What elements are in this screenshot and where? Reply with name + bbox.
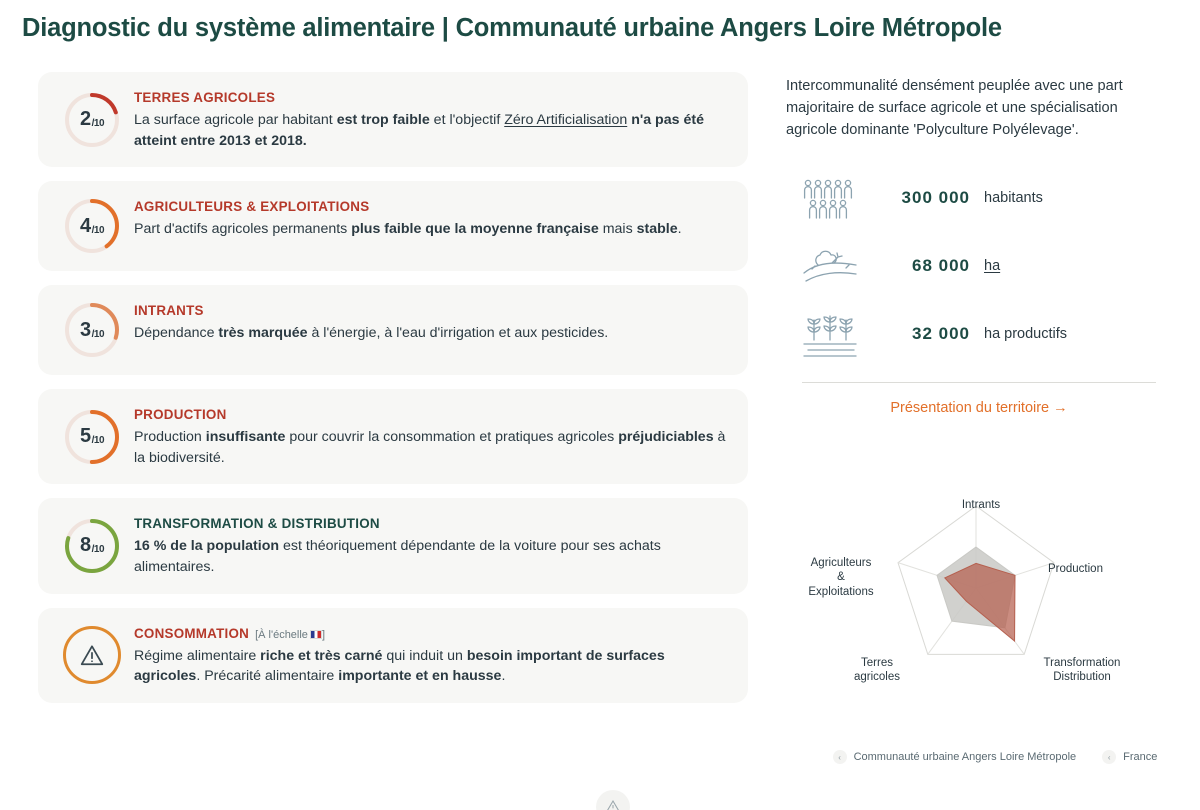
field-icon <box>786 243 874 289</box>
stat-row <box>786 300 1172 368</box>
legend-item[interactable] <box>1102 750 1157 764</box>
indicator-card-text: 16 % de la population est théoriquement dépendante de la voiture pour ses achats alimentaires. <box>134 538 661 575</box>
score-gauge-wrap <box>56 517 128 575</box>
indicator-card-text: Dépendance très marquée à l'énergie, à l'eau d'irrigation et aux pesticides. <box>134 325 609 342</box>
radar-axis-label: Terres agricoles <box>853 657 901 684</box>
radar-axis-label: Production <box>1048 563 1103 575</box>
legend-marker-icon: ‹ <box>1102 750 1116 764</box>
stat-row <box>786 164 1172 232</box>
stat-row <box>786 232 1172 300</box>
indicator-card-body <box>128 197 730 240</box>
territory-intro: Intercommunalité densément peuplée avec une part majoritaire de surface agricole et une spécialisation agricole dominante 'Polyculture Polyélevage'. <box>786 78 1123 138</box>
score-gauge-wrap <box>56 626 128 684</box>
stat-label: habitants <box>984 189 1043 206</box>
page-title: Diagnostic du système alimentaire | Communauté urbaine Angers Loire Métropole <box>22 14 1002 42</box>
indicator-card-title: INTRANTS <box>134 303 204 319</box>
score-gauge <box>63 301 121 359</box>
legend-label: Communauté urbaine Angers Loire Métropole <box>853 751 1077 763</box>
indicator-card <box>38 608 748 703</box>
crops-icon <box>786 310 874 358</box>
indicator-card-title: PRODUCTION <box>134 407 227 423</box>
indicator-card <box>38 498 748 593</box>
radar-axis-label: Agriculteurs & Exploitations <box>808 557 874 598</box>
indicator-card <box>38 72 748 167</box>
france-flag-icon <box>310 630 322 639</box>
legend-label: France <box>1123 751 1158 763</box>
indicator-card-title: TERRES AGRICOLES <box>134 90 276 105</box>
territory-stats <box>786 164 1172 368</box>
score-gauge-wrap <box>56 301 128 359</box>
legend-item[interactable] <box>833 750 1077 764</box>
chart-legend <box>810 750 1180 764</box>
radar-axis-label: Intrants <box>961 499 1001 511</box>
score-value: 2 /10 <box>79 108 105 131</box>
score-value: 3 /10 <box>79 318 105 341</box>
score-gauge <box>63 517 121 575</box>
indicator-card-list <box>38 72 748 717</box>
stat-value: 300 000 <box>901 187 970 207</box>
stat-label: ha <box>984 257 1001 274</box>
indicator-card-body <box>128 88 730 151</box>
score-value: 4 /10 <box>79 214 105 237</box>
score-gauge-wrap <box>56 408 128 466</box>
indicator-card-text: Part d'actifs agricoles permanents plus faible que la moyenne française mais stable. <box>134 221 682 238</box>
territory-presentation-link[interactable]: Présentation du territoire → <box>890 399 1068 416</box>
radar-chart <box>786 478 1186 718</box>
score-gauge <box>63 408 121 466</box>
score-value: 5 /10 <box>79 425 105 448</box>
panel-divider <box>802 382 1156 383</box>
indicator-card-body <box>128 624 730 687</box>
indicator-card-title: AGRICULTEURS & EXPLOITATIONS <box>134 199 370 215</box>
indicator-card <box>38 285 748 375</box>
stat-value: 68 000 <box>912 255 970 275</box>
indicator-card <box>38 389 748 484</box>
warning-icon <box>63 626 121 684</box>
stat-label: ha productifs <box>984 325 1068 342</box>
indicator-card-title: TRANSFORMATION & DISTRIBUTION <box>134 516 380 532</box>
radar-axis-label: Transformation Distribution <box>1043 657 1121 684</box>
indicator-card-text: Régime alimentaire riche et très carné qui induit un besoin important de surfaces agricoles. Précarité alimentaire importante et en hausse. <box>134 647 665 685</box>
stat-value: 32 000 <box>912 323 970 343</box>
score-gauge-wrap <box>56 197 128 255</box>
legend-marker-icon: ‹ <box>833 750 847 764</box>
territory-panel <box>786 76 1172 417</box>
warning-badge-icon <box>596 790 630 810</box>
score-value: 8 /10 <box>79 534 105 557</box>
people-icon <box>786 174 874 222</box>
indicator-card-body <box>128 514 730 577</box>
indicator-card <box>38 181 748 271</box>
score-gauge <box>63 197 121 255</box>
scale-note: [À l'échelle ] <box>255 628 325 641</box>
indicator-card-body <box>128 405 730 468</box>
score-gauge-wrap <box>56 91 128 149</box>
indicator-card-body <box>128 301 730 344</box>
indicator-card-title: CONSOMMATION [À l'échelle ] <box>134 625 325 641</box>
indicator-card-text: Production insuffisante pour couvrir la consommation et pratiques agricoles préjudiciables à la biodiversité. <box>134 429 726 466</box>
indicator-card-text: La surface agricole par habitant est trop faible et l'objectif Zéro Artificialisation n'a pas été atteint entre 2013 et 2018. <box>134 112 704 149</box>
score-gauge <box>63 91 121 149</box>
